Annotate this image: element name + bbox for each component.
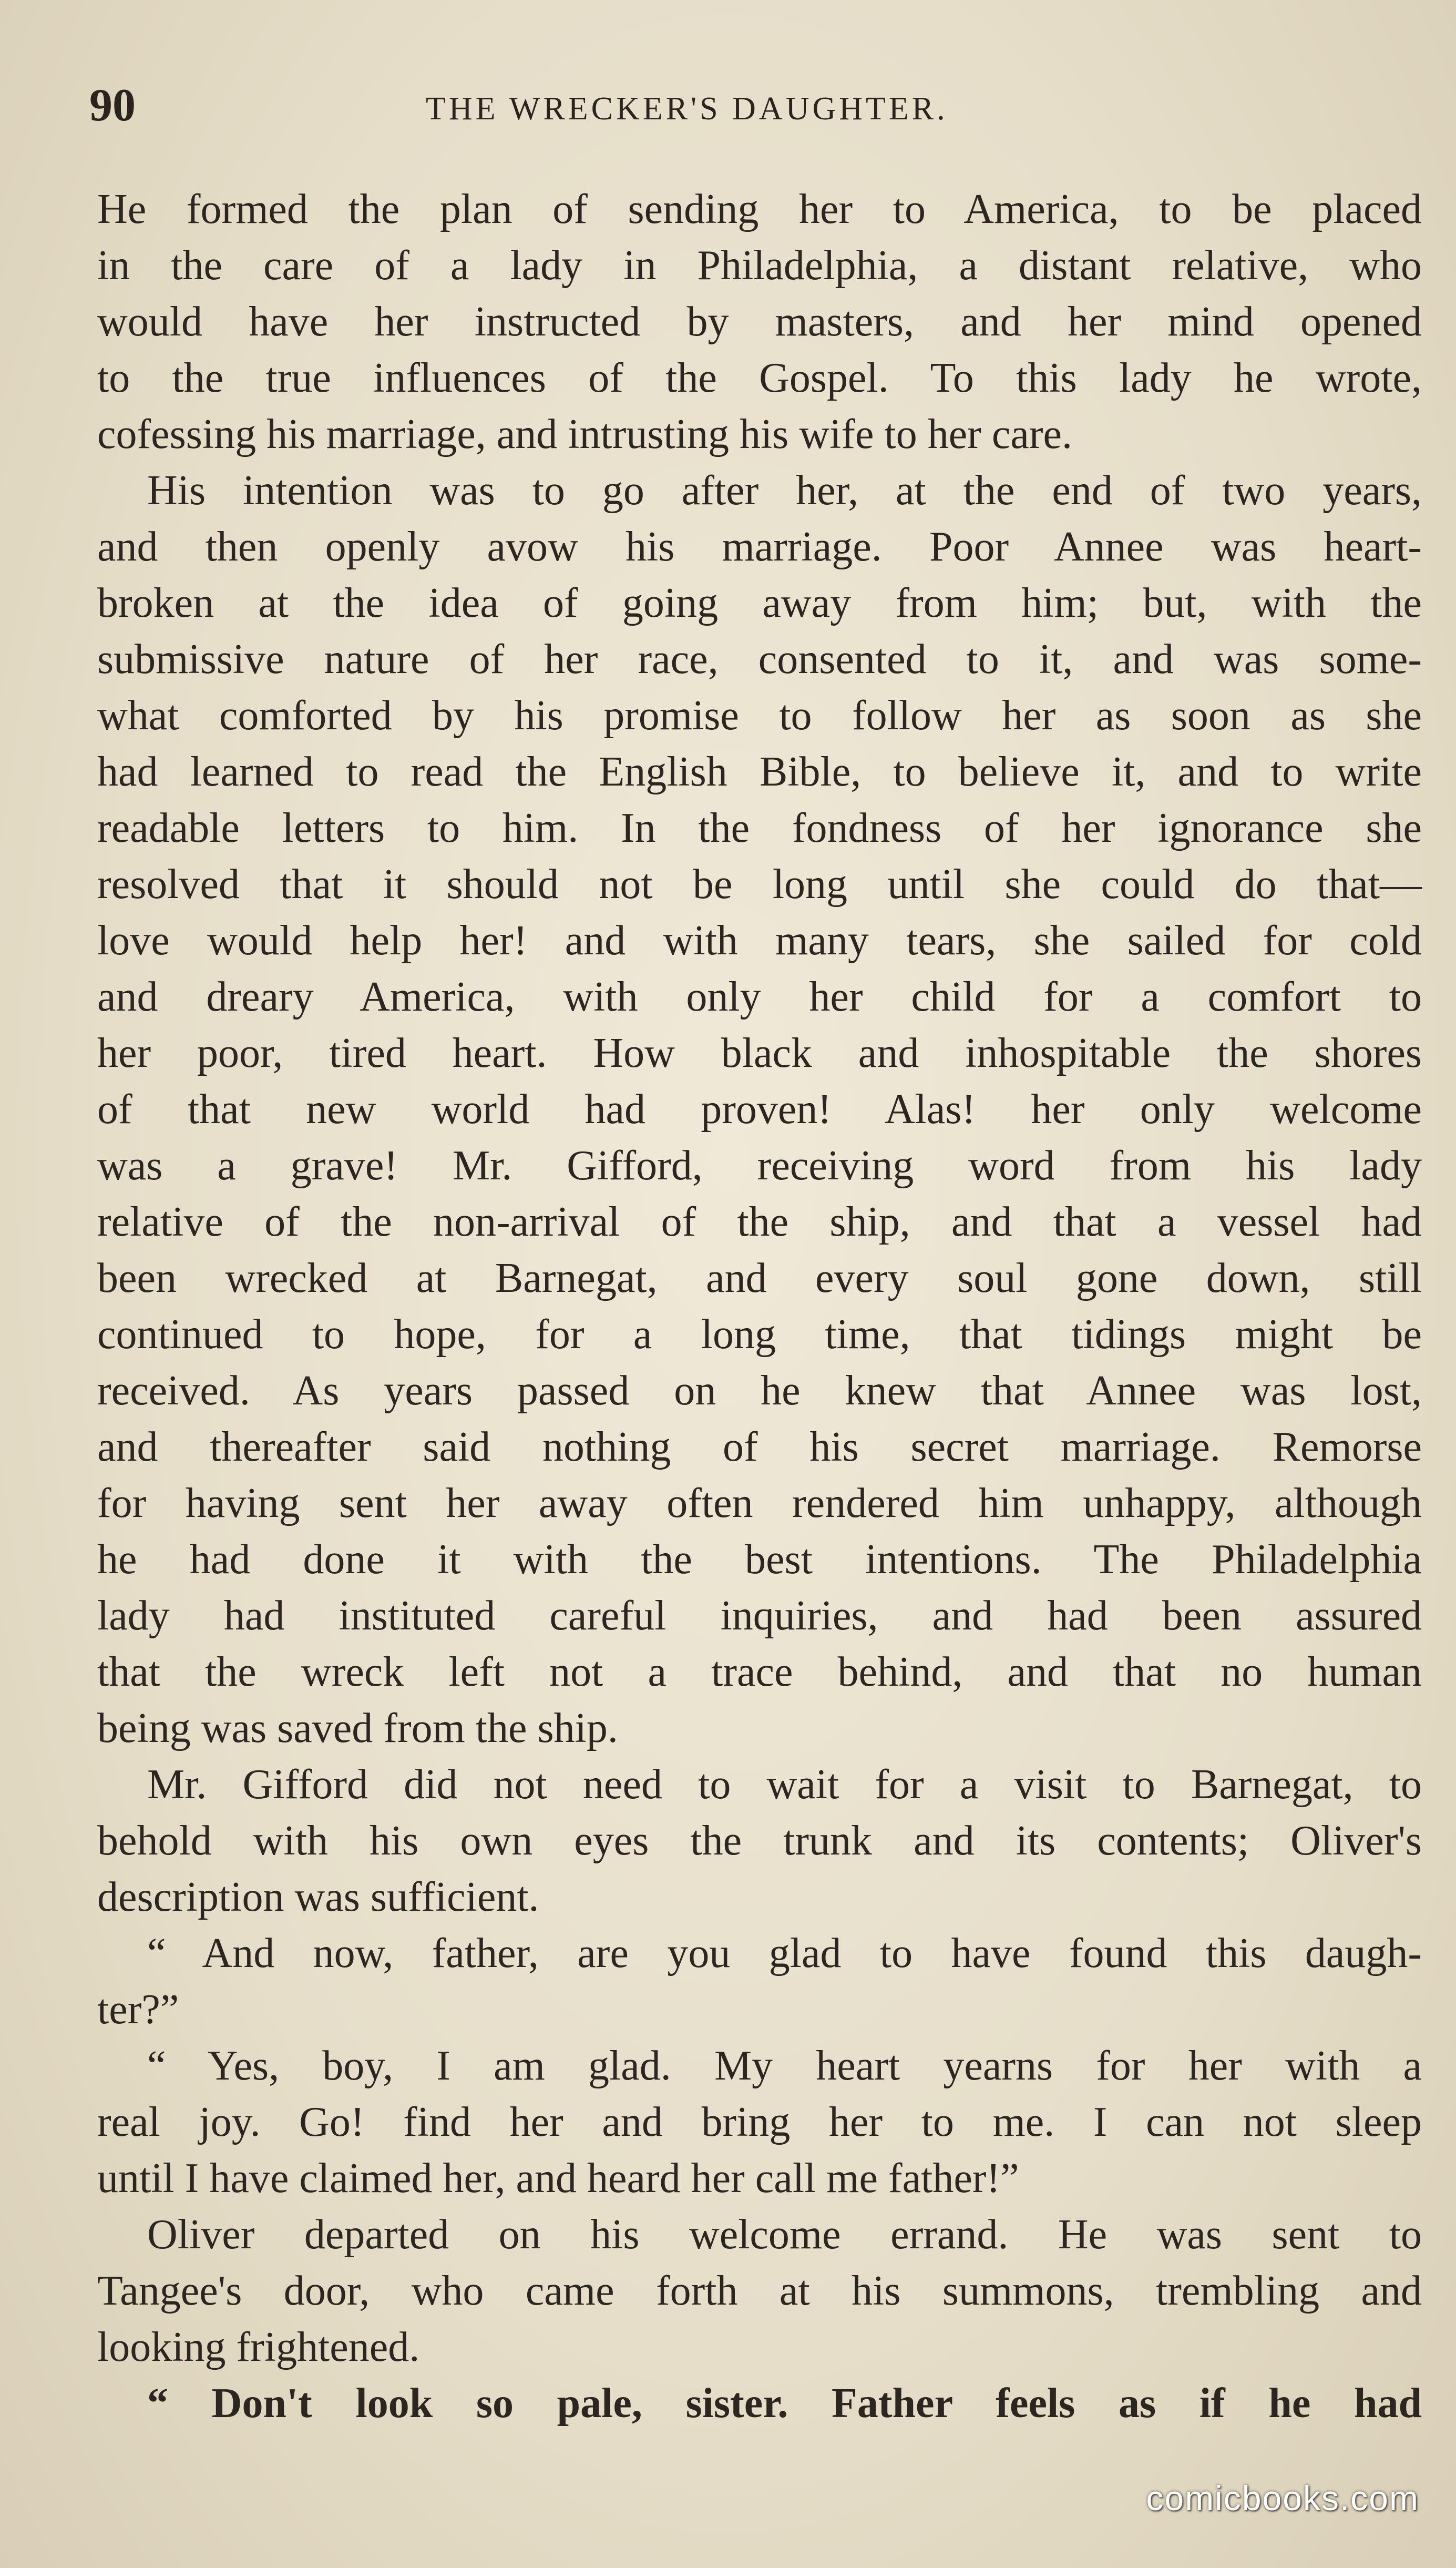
text-line: cofessing his marriage, and intrusting his wife to her care. bbox=[97, 411, 1072, 457]
text-line: was a grave! Mr. Gifford, receiving word from his lady bbox=[97, 1143, 1422, 1189]
text-line: to the true influences of the Gospel. To this lady he wrote, bbox=[97, 355, 1422, 401]
text-line: received. As years passed on he knew that Annee was lost, bbox=[97, 1368, 1422, 1414]
text-line: Mr. Gifford did not need to wait for a visit to Barnegat, to bbox=[147, 1761, 1422, 1808]
text-line: her poor, tired heart. How black and inhospitable the shores bbox=[97, 1030, 1422, 1076]
text-line: broken at the idea of going away from him; but, with the bbox=[97, 580, 1422, 626]
text-line: description was sufficient. bbox=[97, 1874, 539, 1920]
body-text bbox=[97, 181, 1422, 2432]
text-line: he had done it with the best intentions. The Philadelphia bbox=[97, 1536, 1422, 1583]
text-line: been wrecked at Barnegat, and every soul gone down, still bbox=[97, 1255, 1422, 1301]
paragraph-1 bbox=[97, 181, 1422, 463]
text-line: being was saved from the ship. bbox=[97, 1705, 618, 1751]
text-line: for having sent her away often rendered him unhappy, although bbox=[97, 1480, 1422, 1526]
text-line: and thereafter said nothing of his secret marriage. Remorse bbox=[97, 1424, 1422, 1470]
text-line: looking frightened. bbox=[97, 2324, 420, 2370]
text-line: His intention was to go after her, at the end of two years, bbox=[147, 467, 1422, 514]
text-line: until I have claimed her, and heard her call me father!” bbox=[97, 2155, 1019, 2202]
text-line: real joy. Go! find her and bring her to me. I can not sleep bbox=[97, 2099, 1422, 2145]
text-line: and dreary America, with only her child for a comfort to bbox=[97, 974, 1422, 1020]
text-line: “ Yes, boy, I am glad. My heart yearns for her with a bbox=[147, 2043, 1422, 2089]
text-line: and then openly avow his marriage. Poor Annee was heart- bbox=[97, 524, 1422, 570]
text-line: relative of the non-arrival of the ship, and that a vessel had bbox=[97, 1199, 1422, 1245]
paragraph-7 bbox=[97, 2376, 1422, 2432]
running-title: THE WRECKER'S DAUGHTER. bbox=[426, 91, 948, 127]
text-line: “ And now, father, are you glad to have found this daugh- bbox=[147, 1930, 1422, 1976]
text-line: in the care of a lady in Philadelphia, a distant relative, who bbox=[97, 242, 1422, 289]
watermark: comicbooks.com bbox=[1146, 2479, 1419, 2518]
text-line: resolved that it should not be long until she could do that— bbox=[97, 861, 1422, 908]
text-line: would have her instructed by masters, and her mind opened bbox=[97, 299, 1422, 345]
text-line: of that new world had proven! Alas! her only welcome bbox=[97, 1086, 1422, 1133]
text-line: love would help her! and with many tears, she sailed for cold bbox=[97, 918, 1422, 964]
text-line: Tangee's door, who came forth at his summons, trembling and bbox=[97, 2268, 1422, 2314]
text-line: He formed the plan of sending her to America, to be placed bbox=[97, 186, 1422, 232]
paragraph-3 bbox=[97, 1757, 1422, 1925]
text-line: Oliver departed on his welcome errand. He was sent to bbox=[147, 2212, 1422, 2258]
paragraph-6 bbox=[97, 2207, 1422, 2376]
text-line: readable letters to him. In the fondness of her ignorance she bbox=[97, 805, 1422, 851]
text-line: submissive nature of her race, consented to it, and was some- bbox=[97, 636, 1422, 682]
paragraph-4 bbox=[97, 1925, 1422, 2038]
page-header bbox=[89, 79, 1435, 142]
paragraph-2 bbox=[97, 463, 1422, 1757]
text-line: behold with his own eyes the trunk and its contents; Oliver's bbox=[97, 1818, 1422, 1864]
text-line: had learned to read the English Bible, to believe it, and to write bbox=[97, 749, 1422, 795]
paragraph-5 bbox=[97, 2038, 1422, 2207]
text-line: that the wreck left not a trace behind, and that no human bbox=[97, 1649, 1422, 1695]
text-line: ter?” bbox=[97, 1986, 179, 2033]
text-line: continued to hope, for a long time, that tidings might be bbox=[97, 1311, 1422, 1358]
text-line: “ Don't look so pale, sister. Father feels as if he had bbox=[147, 2380, 1422, 2427]
page-number: 90 bbox=[89, 80, 136, 131]
text-line: what comforted by his promise to follow her as soon as she bbox=[97, 692, 1422, 739]
text-line: lady had instituted careful inquiries, and had been assured bbox=[97, 1593, 1422, 1639]
